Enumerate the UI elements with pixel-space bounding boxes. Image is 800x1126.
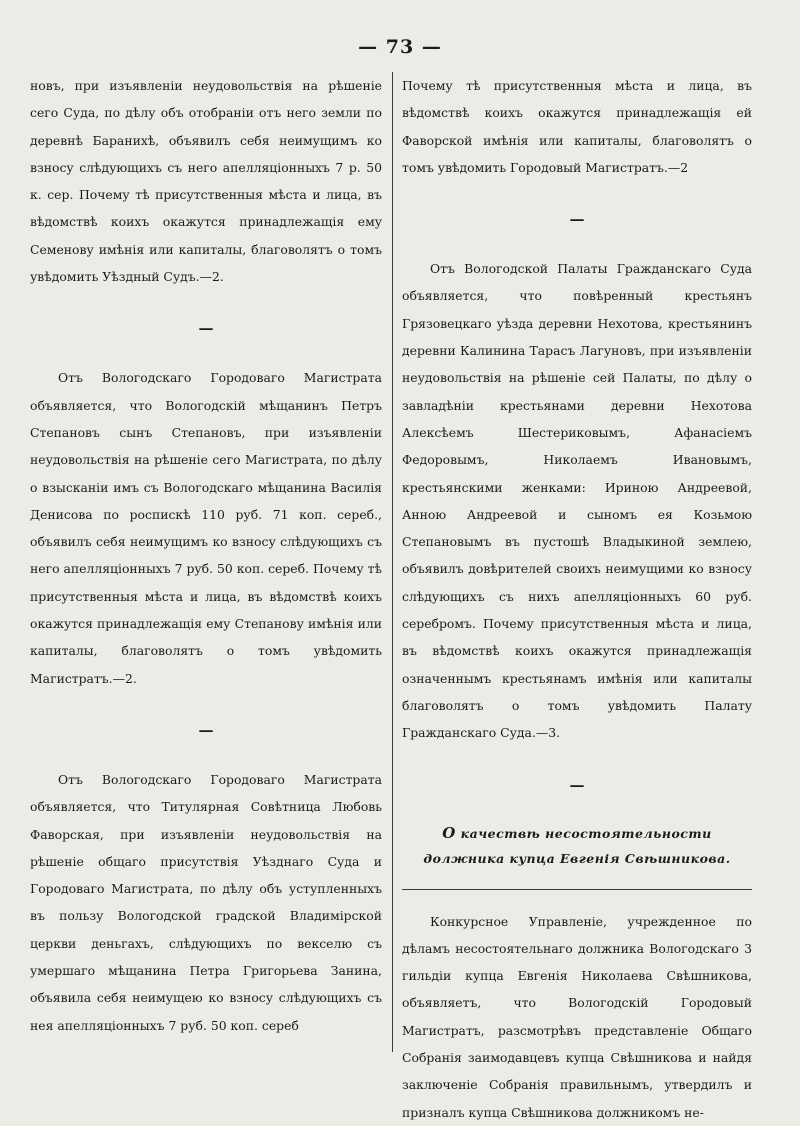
separator-dash: —: [569, 775, 585, 794]
right-paragraph-continued: Почему тѣ присутственныя мѣста и лица, въ вѣдомствѣ коихъ окажутся принадлежащія ей Фаворской имѣнія или капиталы, благоволятъ о томъ увѣдомить Городовый Магистратъ.—2: [402, 78, 752, 175]
left-column: [30, 72, 382, 1039]
section-title: [402, 821, 752, 871]
left-paragraph-notice-stepanov: Отъ Вологодскаго Городоваго Магистрата объявляется, что Вологодскій мѣщанинъ Петръ Степановъ сынъ Степановъ, при изъявленіи неудовольствія на рѣшеніе сего Магистрата, по дѣлу о взысканіи имъ съ Вологодскаго мѣщанина Василія Денисова по роспискѣ 110 руб. 71 коп. сереб., объявилъ себя неимущимъ ко взносу слѣдующихъ съ него апелляціонныхъ 7 руб. 50 коп. сереб. Почему тѣ присутственныя мѣста и лица, въ вѣдомствѣ коихъ окажутся принадлежащія ему Степанову имѣнія или капиталы, благоволятъ о томъ увѣдомить Магистратъ.—2.: [30, 370, 382, 686]
section-title-text: качествѣ несостоятельности должника купца Евгенія Свѣшникова.: [423, 825, 731, 866]
right-column: [402, 72, 752, 1126]
separator-dash: —: [569, 210, 585, 229]
column-divider: [392, 72, 393, 1052]
left-paragraph-continued: новъ, при изъявленіи неудовольствія на рѣшеніе сего Суда, по дѣлу объ отобраніи отъ него земли по деревнѣ Бараниxѣ, объявилъ себя неимущимъ ко взносу слѣдующихъ съ него апелляціонныхъ 7 р. 50 к. сер. Почему тѣ присутственныя мѣста и лица, въ вѣдомствѣ коихъ окажутся принадлежащія ему Семенову имѣнія или капиталы, благоволятъ о томъ увѣдомить Уѣздный Судъ.—2.: [30, 78, 382, 285]
right-paragraph-notice-sveshnikov: Конкурсное Управленіе, учрежденное по дѣламъ несостоятельнаго должника Вологодскаго 3 гильдіи купца Евгенія Николаева Свѣшникова, объявляетъ, что Вологодскій Городовый Магистратъ, разсмотрѣвъ представленіе Общаго Собранія заимодавцевъ купца Свѣшникова и найдя заключеніе Собранія правильнымъ, утвердилъ и призналъ купца Свѣшникова должникомъ не-: [402, 913, 752, 1120]
left-paragraph-notice-favorskaya: Отъ Вологодскаго Городоваго Магистрата объявляется, что Титулярная Совѣтница Любовь Фаворская, при изъявленіи неудовольствія на рѣшеніе общаго присутствія Уѣзднаго Суда и Городоваго Магистрата, по дѣлу объ уступленныхъ въ пользу Вологодской градской Владимірской церкви деньгахъ, слѣдующихъ по векселю съ умершаго мѣщанина Петра Григорьева Занина, объявила себя неимущею ко взносу слѣдующихъ съ нея апелляціонныхъ 7 руб. 50 коп. сереб: [30, 771, 382, 1033]
separator-dash: —: [198, 720, 214, 739]
separator-dash: —: [198, 319, 214, 338]
right-paragraph-notice-lagunov: Отъ Вологодской Палаты Гражданскаго Суда объявляется, что повѣренный крестьянъ Грязовецкаго уѣзда деревни Нехотова, крестьянинъ деревни Калинина Тарасъ Лагуновъ, при изъявленіи неудовольствія на рѣшеніе сей Палаты, по дѣлу о завладѣніи крестьянами деревни Нехотова Алексѣемъ Шестериковымъ, Афанасіемъ Федоровымъ, Николаемъ Ивановымъ, крестьянскими женками: Ириною Андреевой, Анною Андреевой и сыномъ ея Козьмою Степановымъ въ пустошѣ Владыкиной землею, объявилъ довѣрителей своихъ неимущими ко взносу слѣдующихъ съ нихъ апелляціонныхъ 60 руб. серебромъ. Почему присутственныя мѣста и лица, въ вѣдомствѣ коихъ окажутся принадлежащія означеннымъ крестьянамъ имѣнія или капиталы благоволятъ о томъ увѣдомить Палату Гражданскаго Суда.—3.: [402, 261, 752, 741]
section-title-rule: [402, 889, 752, 890]
page-number: — 73 —: [358, 36, 442, 58]
section-title-initial: О: [442, 823, 456, 842]
